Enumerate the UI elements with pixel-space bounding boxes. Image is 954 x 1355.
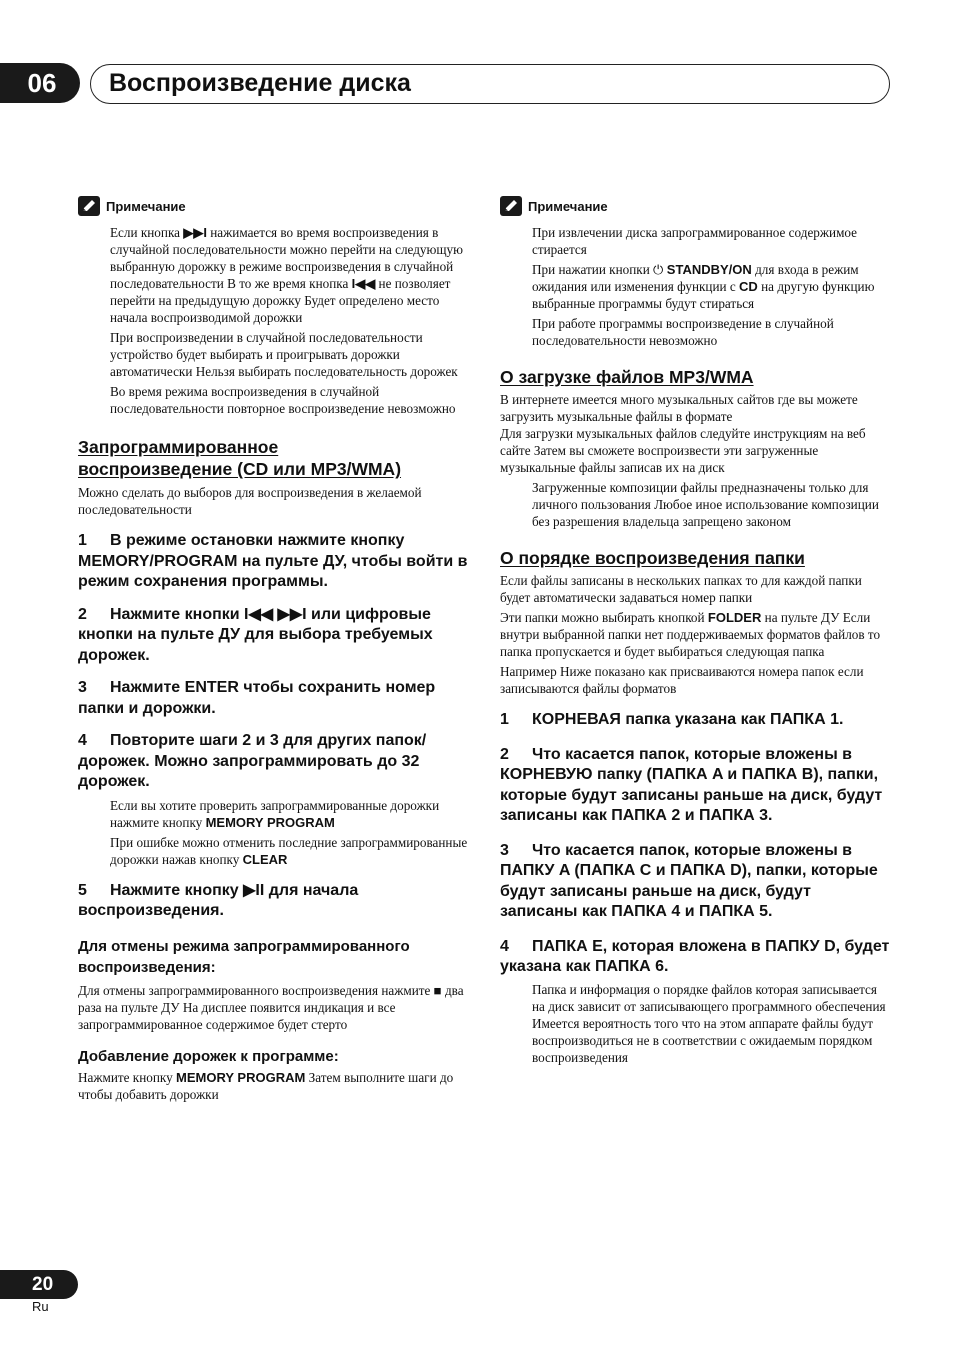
chapter-title: Воспроизведение диска (109, 69, 411, 97)
note-item: При работе программы воспроизведение в случайной последовательности невозможно (532, 316, 834, 348)
folder-text: Если файлы записаны в нескольких папках то для каждой папки будет автоматически задаваться номер папки (500, 573, 862, 605)
step-note: При ошибке можно отменить последние запрограммированные дорожки нажав кнопку CLEAR (110, 834, 468, 867)
mp3-text: В интернете имеется много музыкальных сайтов где вы можете загрузить музыкальные файлы в формате (500, 392, 858, 424)
note-label: Примечание (528, 198, 608, 214)
chapter-number-badge: 06 (0, 63, 80, 103)
cancel-text: Для отмены запрограммированного воспроизведения нажмите ■ два раза на пульте ДУ На дисплее появится индикация и все запрограммированное содержимое будет стерто (78, 982, 464, 1032)
right-column (500, 196, 892, 1069)
folder-text: Эти папки можно выбирать кнопкой FOLDER на пульте ДУ Если внутри выбранной папки нет поддерживаемых форматов файлов то папка пропускается и будет выбираться следующая папка (500, 610, 881, 659)
folder-step-2: 2 Что касается папок, которые вложены в КОРНЕВУЮ папку (ПАПКА A и ПАПКА B), папки, которые будут записаны раньше на диск, будут записаны как ПАПКА 2 и ПАПКА 3. (500, 745, 883, 824)
language-code: Ru (32, 1299, 49, 1314)
section-title: Запрограммированное воспроизведение (CD или MP3/WMA) (78, 437, 402, 479)
section-intro: Можно сделать до выборов для воспроизведения в желаемой последовательности (78, 485, 422, 517)
pencil-note-icon (78, 196, 100, 216)
mp3-note: Загруженные композиции файлы предназначены только для личного пользования Любое иное использование композиции без разрешения владельца запрещено законом (532, 480, 879, 529)
cancel-title: Для отмены режима запрограммированного воспроизведения: (78, 937, 410, 976)
add-title: Добавление дорожек к программе: (78, 1047, 339, 1065)
left-column (78, 196, 468, 1106)
folder-step-1: 1 КОРНЕВАЯ папка указана как ПАПКА 1. (500, 711, 844, 728)
note-header (500, 196, 892, 216)
step-4: 4 Повторите шаги 2 и 3 для других папок/ дорожек. Можно запрограммировать до 32 дорожек. (78, 732, 427, 790)
add-text: Нажмите кнопку MEMORY PROGRAM Затем выполните шаги до чтобы добавить дорожки (78, 1069, 454, 1102)
folder-section-title: О порядке воспроизведения папки (500, 548, 805, 568)
note-item: При извлечении диска запрограммированное содержимое стирается (532, 225, 858, 257)
step-5: 5 Нажмите кнопку ▶II для начала воспроизведения. (78, 881, 359, 919)
note-item: Если кнопка ▶▶I нажимается во время воспроизведения в случайной последовательности можно перейти на следующую выбранную дорожку в режиме воспроизведения в случайной последовательности В то же время кнопка I◀◀ не позволяет перейти на предыдущую дорожку Будет определено место начала воспроизводимой дорожки (110, 225, 463, 325)
note-item: Во время режима воспроизведения в случайной последовательности повторное воспроизведение невозможно (110, 384, 456, 416)
note-header (78, 196, 468, 216)
folder-step-note: Папка и информация о порядке файлов которая записывается на диск зависит от записывающего программного обеспечения Имеется вероятность того что на этом аппарате файлы будут воспроизводиться не в соответствии с ожидаемым порядком воспроизведения (532, 981, 886, 1065)
mp3-section-title: О загрузке файлов MP3/WMA (500, 367, 754, 387)
mp3-text: Для загрузки музыкальных файлов следуйте инструкциям на веб сайте Затем вы сможете воспроизвести эти загруженные музыкальные файлы записав их на диск (500, 426, 866, 475)
folder-step-4: 4 ПАПКА E, которая вложена в ПАПКУ D, будет указана как ПАПКА 6. (500, 937, 890, 975)
page-number: 20 (0, 1270, 78, 1299)
note-item: При воспроизведении в случайной последовательности устройство будет выбирать и проигрывать дорожки автоматически Нельзя выбирать последовательность дорожек (110, 330, 458, 379)
step-2: 2 Нажмите кнопки I◀◀ ▶▶I или цифровые кнопки на пульте ДУ для выбора требуемых дорожек. (78, 605, 433, 664)
folder-text: Например Ниже показано как присваиваются номера папок если записываются файлы форматов (500, 664, 864, 696)
chapter-title-box (90, 64, 890, 104)
note-item: При нажатии кнопки ⏻ STANDBY/ON для входа в режим ожидания или изменения функции с CD на другую функцию выбранные программы будут стираться (532, 262, 875, 311)
step-note: Если вы хотите проверить запрограммированные дорожки нажмите кнопку MEMORY PROGRAM (110, 797, 440, 830)
folder-step-3: 3 Что касается папок, которые вложены в ПАПКУ A (ПАПКА C и ПАПКА D), папки, которые будут записаны раньше на диск, будут записаны как ПАПКА 4 и ПАПКА 5. (500, 841, 878, 920)
pencil-note-icon (500, 196, 522, 216)
step-3: 3 Нажмите ENTER чтобы сохранить номер папки и дорожки. (78, 679, 436, 717)
note-label: Примечание (106, 198, 186, 214)
step-1: 1 В режиме остановки нажмите кнопку MEMORY/PROGRAM на пульте ДУ, чтобы войти в режим сохранения программы. (78, 532, 468, 590)
